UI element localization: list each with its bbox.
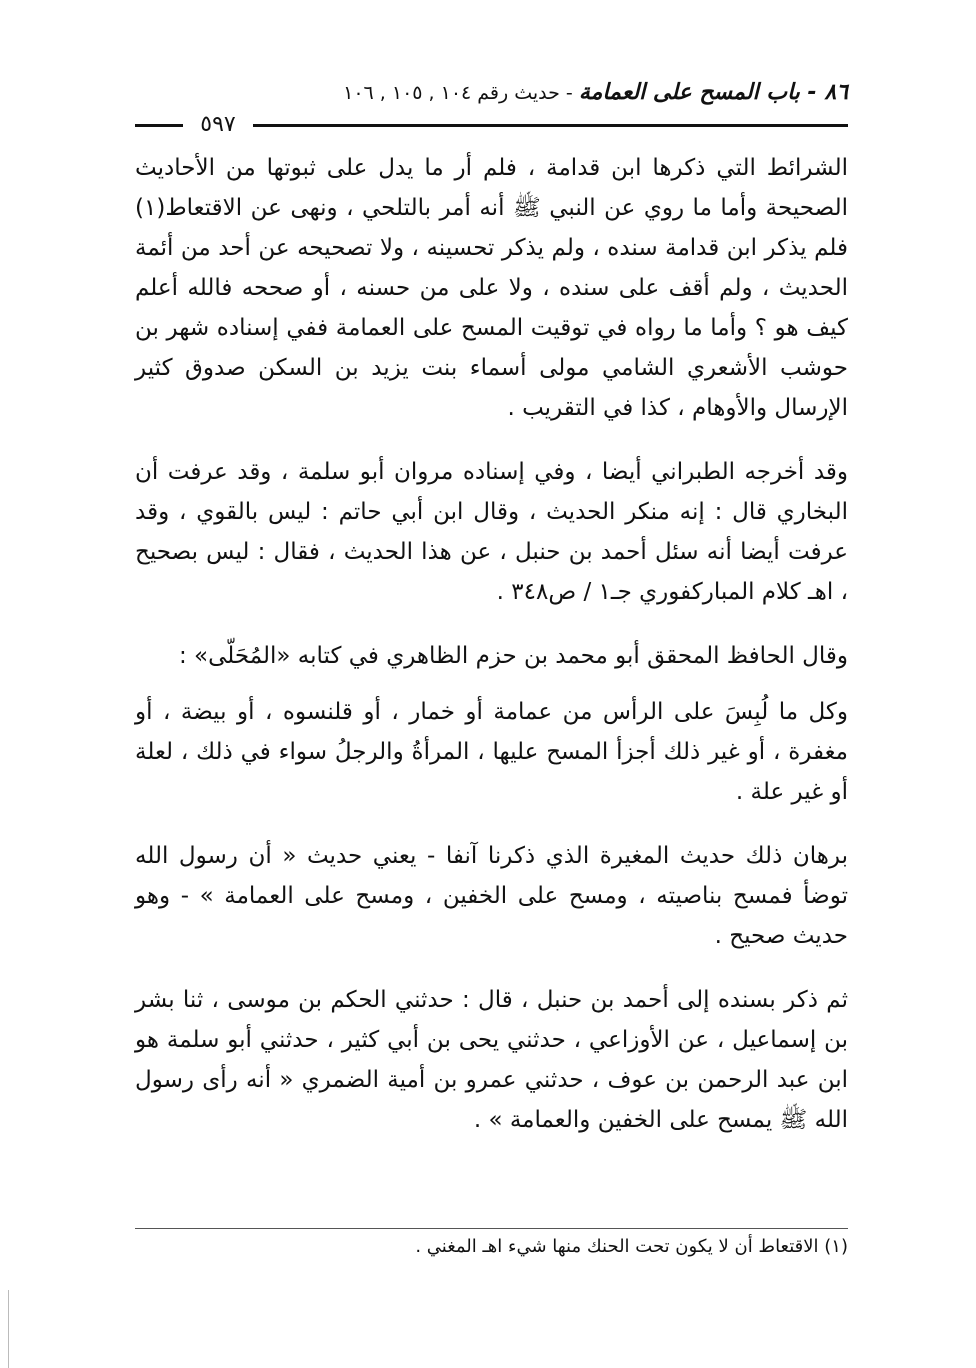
paragraph-2: وقد أخرجه الطبراني أيضا ، وفي إسناده مروان أبو سلمة ، وقد عرفت أن البخاري قال : إنه منكر الحديث ، وقال ابن أبي حاتم : ليس بالقوي ، وقد عرفت أيضا أنه سئل أحمد بن حنبل ، عن هذا الحديث ، فقال : ليس بصحيح ، اهـ كلام المباركفوري جـ١ / ص٣٤٨ . — [135, 459, 848, 605]
footnote-rule — [135, 1228, 848, 1229]
footnote: (١) الاقتعاط أن لا يكون تحت الحنك منها شيء اهـ المغني . — [415, 1236, 848, 1257]
scan-edge-line — [8, 1290, 9, 1368]
hadith-numbers: - حديث رقم ١٠٤ , ١٠٥ , ١٠٦ — [343, 82, 579, 104]
chapter-title: ٨٦ - باب المسح على العمامة — [578, 80, 848, 105]
paragraph-1: الشرائط التي ذكرها ابن قدامة ، فلم أر ما يدل على ثبوتها من الأحاديث الصحيحة وأما ما روي عن النبي ﷺ أنه أمر بالتلحي ، ونهى عن الاقتعاط(١) فلم يذكر ابن قدامة سنده ، ولم يذكر تحسينه ، ولا تصحيحه عن أحد من أئمة الحديث ، ولم أقف على سنده ، ولا على من حسنه ، أو صححه فالله أعلم كيف هو ؟ وأما ما رواه في توقيت المسح على العمامة ففي إسناده شهر بن حوشب الأشعري الشامي مولى أسماء بنت يزيد بن السكن صدوق كثير الإرسال والأوهام ، كذا في التقريب . — [135, 155, 848, 421]
paragraph-3: وقال الحافظ المحقق أبو محمد بن حزم الظاهري في كتابه «المُحَلّى» : — [178, 643, 848, 669]
paragraph-6: ثم ذكر بسنده إلى أحمد بن حنبل ، قال : حدثني الحكم بن موسى ، ثنا بشر بن إسماعيل ، عن الأوزاعي ، حدثني يحى بن أبي كثير ، حدثني أبو سلمة هو ابن عبد الرحمن بن عوف ، حدثني عمرو بن أمية الضمري « أنه رأى رسول الله ﷺ يمسح على الخفين والعمامة » . — [135, 987, 848, 1133]
running-header — [330, 80, 848, 110]
paragraph-5: برهان ذلك حديث المغيرة الذي ذكرنا آنفا - يعني حديث « أن رسول الله توضأ فمسح بناصيته ، ومسح على الخفين ، ومسح على العمامة » - وهو حديث صحيح . — [135, 843, 848, 949]
main-text — [135, 148, 848, 1164]
page-number: ٥٩٧ — [183, 110, 253, 140]
paragraph-4: وكل ما لُبِسَ على الرأس من عمامة أو خمار ، أو قلنسوه ، أو بيضة ، أو مغفرة ، أو غير ذلك أجزأ المسح عليها ، المرأةُ والرجلُ سواء في ذلك ، لعلة أو غير علة . — [135, 699, 848, 805]
